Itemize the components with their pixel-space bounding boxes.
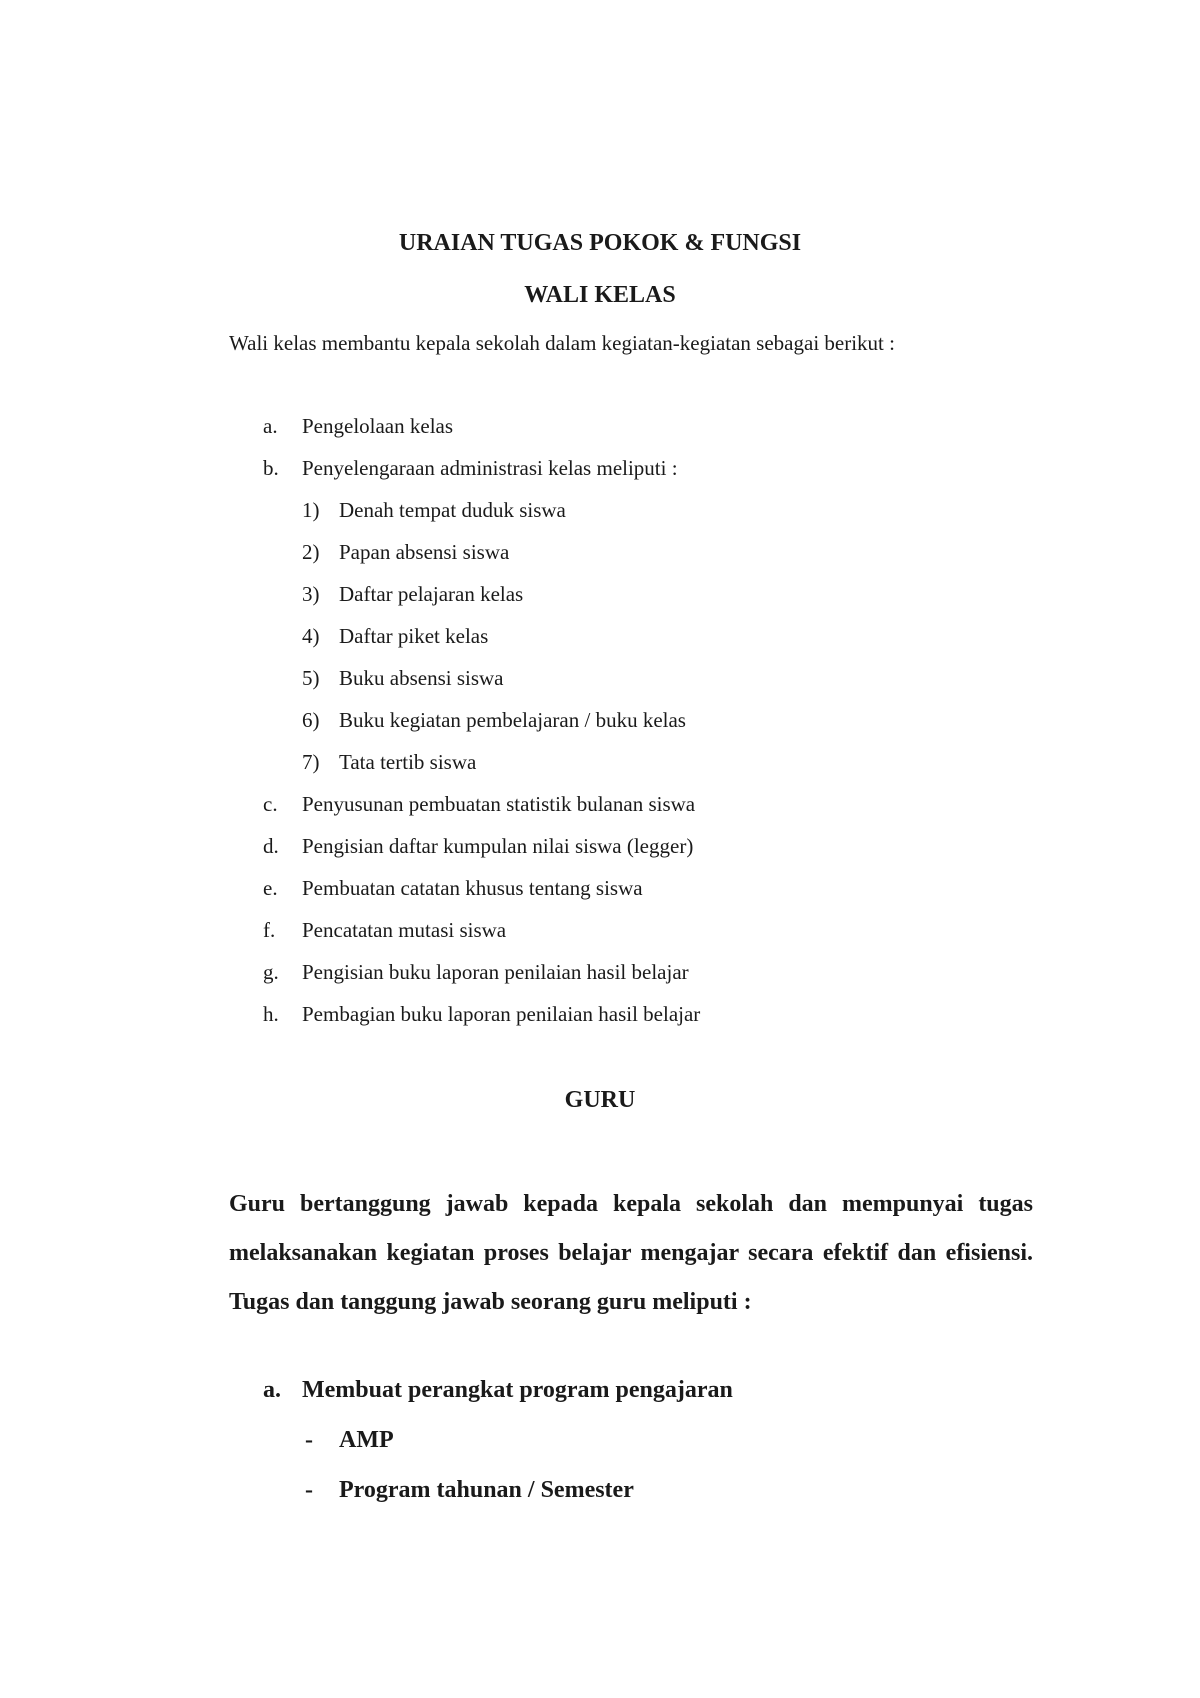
document-title: URAIAN TUGAS POKOK & FUNGSI xyxy=(398,230,802,256)
sub-list-item-label: 7) xyxy=(302,750,320,774)
list-item: Pengisian daftar kumpulan nilai siswa (legger) xyxy=(302,834,694,858)
guru-paragraph: Guru bertanggung jawab kepada kepala sekolah dan mempunyai tugas melaksanakan kegiatan proses belajar mengajar secara efektif dan efisiensi. Tugas dan tanggung jawab seorang guru meliputi : xyxy=(229,1191,1033,1315)
sub-list-item: Buku kegiatan pembelajaran / buku kelas xyxy=(339,708,686,732)
list-item: Pengelolaan kelas xyxy=(302,414,454,438)
list-item-label: h. xyxy=(263,1002,279,1026)
list-item: Penyusunan pembuatan statistik bulanan siswa xyxy=(302,792,696,816)
sub-list-item-label: 2) xyxy=(302,540,320,564)
list-item: Pembagian buku laporan penilaian hasil belajar xyxy=(302,1002,701,1026)
list-item-label: b. xyxy=(263,456,279,480)
list-item-label: g. xyxy=(263,960,279,984)
sub-list-item: Tata tertib siswa xyxy=(339,750,477,774)
list-item-label: e. xyxy=(263,876,278,900)
sub-list-item: Denah tempat duduk siswa xyxy=(339,498,566,522)
sub-list-item: Daftar pelajaran kelas xyxy=(339,582,524,606)
sub-list-item-label: 4) xyxy=(302,624,320,648)
sub-list-item-label: 5) xyxy=(302,666,320,690)
list-item: Pencatatan mutasi siswa xyxy=(302,918,507,942)
dash-bullet: - xyxy=(305,1477,313,1503)
sub-list-item: Daftar piket kelas xyxy=(339,624,489,648)
list-item-label: c. xyxy=(263,792,278,816)
guru-list-item: Membuat perangkat program pengajaran xyxy=(302,1377,733,1403)
sub-list-item-label: 6) xyxy=(302,708,320,732)
sub-list-item: Buku absensi siswa xyxy=(339,666,504,690)
guru-sub-item: AMP xyxy=(339,1427,394,1453)
guru-sub-item: Program tahunan / Semester xyxy=(339,1477,634,1503)
list-item: Penyelengaraan administrasi kelas meliputi : xyxy=(302,456,678,480)
list-item-label: d. xyxy=(263,834,279,858)
section-title-wali-kelas: WALI KELAS xyxy=(524,282,676,308)
list-item: Pengisian buku laporan penilaian hasil belajar xyxy=(302,960,689,984)
intro-text: Wali kelas membantu kepala sekolah dalam kegiatan-kegiatan sebagai berikut : xyxy=(229,331,895,355)
sub-list-item-label: 1) xyxy=(302,498,320,522)
guru-list-item-label: a. xyxy=(263,1377,281,1403)
section-title-guru: GURU xyxy=(564,1087,636,1113)
sub-list-item: Papan absensi siswa xyxy=(339,540,510,564)
list-item-label: a. xyxy=(263,414,278,438)
list-item-label: f. xyxy=(263,918,276,942)
list-item: Pembuatan catatan khusus tentang siswa xyxy=(302,876,643,900)
sub-list-item-label: 3) xyxy=(302,582,320,606)
dash-bullet: - xyxy=(305,1427,313,1453)
